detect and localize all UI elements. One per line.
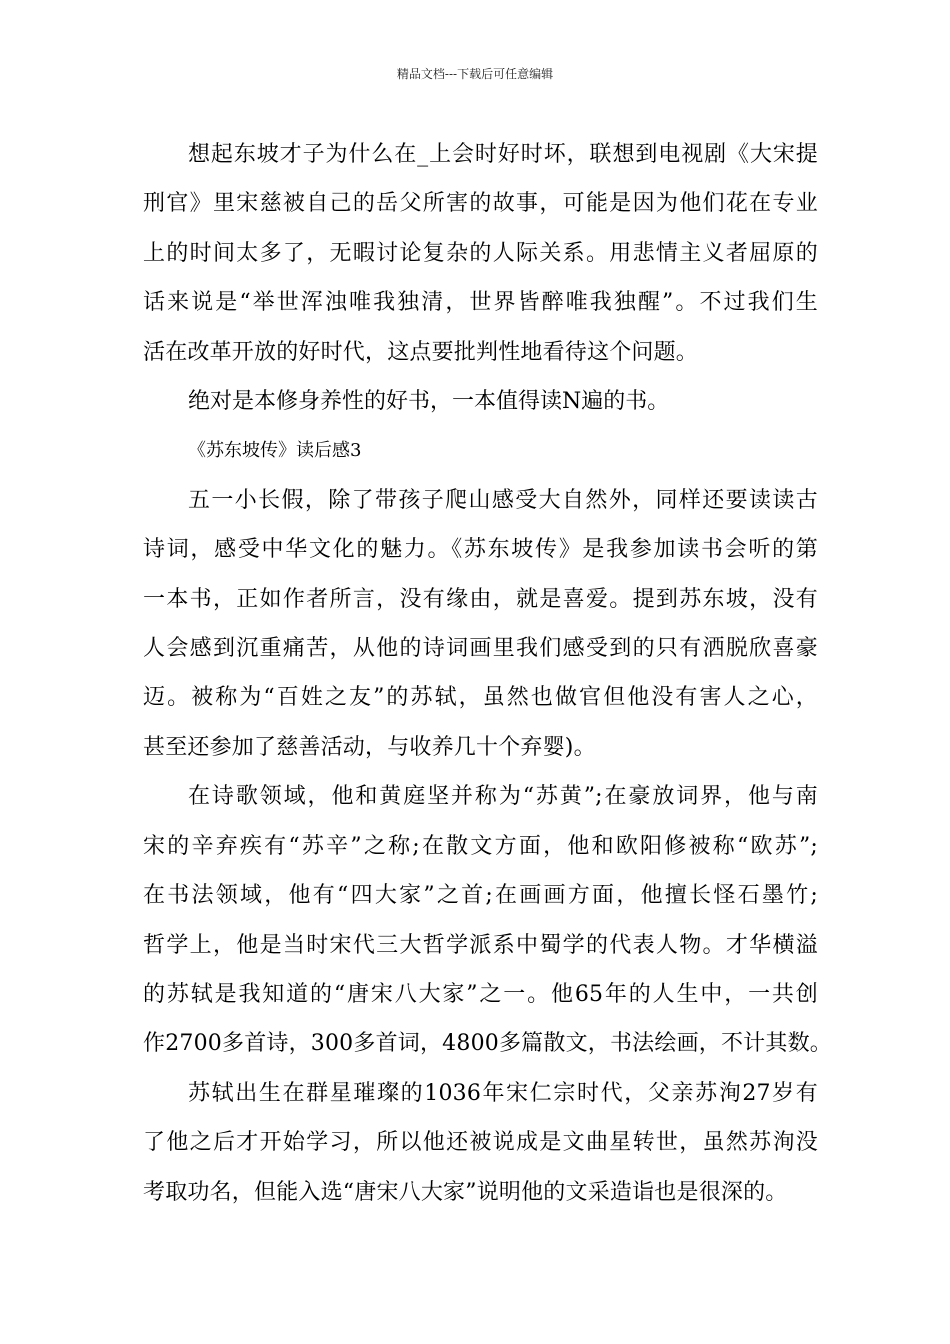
text-line: 作2700多首诗，300多首词，4800多篇散文，书法绘画，不计其数。 bbox=[143, 1031, 832, 1057]
text-line: 了他之后才开始学习，所以他还被说成是文曲星转世，虽然苏洵没 bbox=[143, 1130, 818, 1156]
text-line: 想起东坡才子为什么在_上会时好时坏，联想到电视剧《大宋提 bbox=[188, 142, 818, 167]
document-body bbox=[143, 130, 832, 1217]
paragraph bbox=[143, 476, 818, 772]
text-line: 在诗歌领域，他和黄庭坚并称为“苏黄”;在豪放词界，他与南 bbox=[188, 784, 818, 810]
text-line: 宋的辛弃疾有“苏辛”之称;在散文方面，他和欧阳修被称“欧苏”; bbox=[143, 833, 818, 859]
paragraph bbox=[143, 130, 818, 377]
text-line: 上的时间太多了，无暇讨论复杂的人际关系。用悲情主义者屈原的 bbox=[143, 240, 818, 266]
section-heading: 《苏东坡传》读后感3 bbox=[188, 440, 362, 462]
text-line: 甚至还参加了慈善活动，与收养几十个弃婴)。 bbox=[143, 734, 596, 760]
text-line: 人会感到沉重痛苦，从他的诗词画里我们感受到的只有洒脱欣喜豪 bbox=[143, 636, 818, 662]
paragraph: 绝对是本修身养性的好书，一本值得读N遍的书。 bbox=[188, 389, 670, 415]
text-line: 在书法领域，他有“四大家”之首;在画画方面，他擅长怪石墨竹; bbox=[143, 883, 818, 909]
text-line: 苏轼出生在群星璀璨的1036年宋仁宗时代，父亲苏洵27岁有 bbox=[188, 1080, 818, 1106]
text-line: 迈。被称为“百姓之友”的苏轼，虽然也做官但他没有害人之心， bbox=[143, 685, 818, 711]
text-line: 刑官》里宋慈被自己的岳父所害的故事，可能是因为他们花在专业 bbox=[143, 191, 818, 217]
page-header: 精品文档---下载后可任意编辑 bbox=[396, 67, 554, 81]
text-line: 诗词，感受中华文化的魅力。《苏东坡传》是我参加读书会听的第 bbox=[143, 537, 818, 563]
paragraph bbox=[143, 772, 832, 1068]
text-line: 的苏轼是我知道的“唐宋八大家”之一。他65年的人生中，一共创 bbox=[143, 981, 818, 1007]
text-line: 哲学上，他是当时宋代三大哲学派系中蜀学的代表人物。才华横溢 bbox=[143, 932, 818, 958]
text-line: 一本书，正如作者所言，没有缘由，就是喜爱。提到苏东坡，没有 bbox=[143, 586, 818, 612]
text-line: 话来说是“举世浑浊唯我独清，世界皆醉唯我独醒”。不过我们生 bbox=[143, 290, 818, 316]
paragraph bbox=[143, 1069, 818, 1217]
text-line: 活在改革开放的好时代，这点要批判性地看待这个问题。 bbox=[143, 339, 699, 365]
text-line: 考取功名，但能入选“唐宋八大家”说明他的文采造诣也是很深的。 bbox=[143, 1179, 788, 1205]
text-line: 五一小长假，除了带孩子爬山感受大自然外，同样还要读读古 bbox=[188, 487, 818, 513]
